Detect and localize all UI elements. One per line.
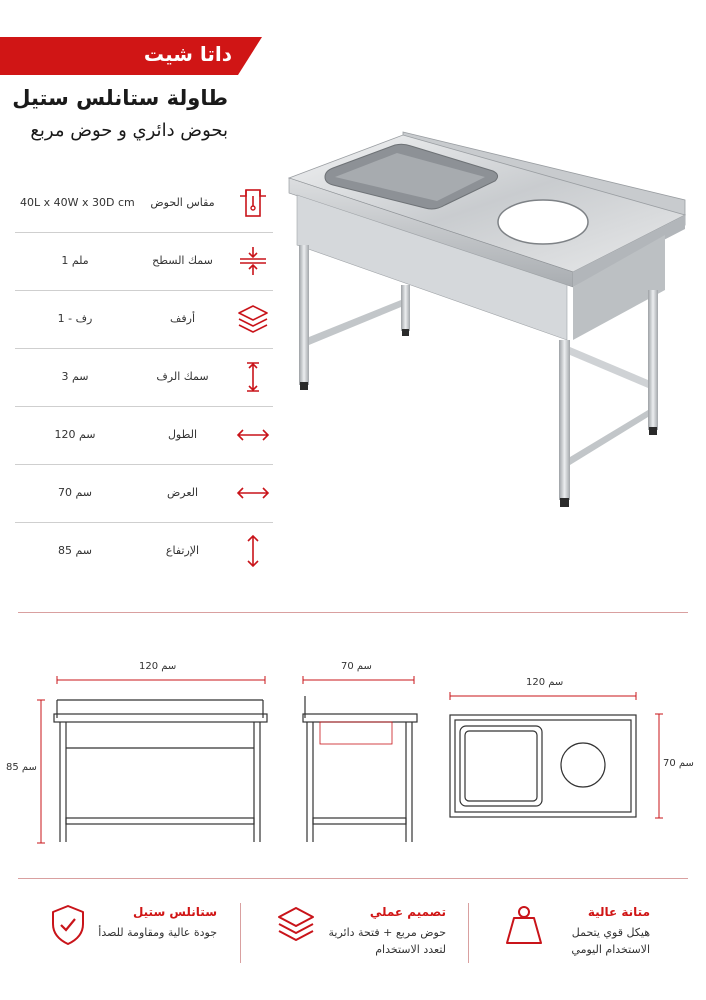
spec-label: أرفف [169, 312, 195, 325]
spec-row [15, 348, 273, 406]
horizontal-arrow-icon [236, 476, 270, 510]
product-image [285, 105, 690, 515]
feature-title: متانة عالية [587, 905, 650, 919]
spec-label: سمك الرف [156, 370, 209, 383]
feature-separator [240, 903, 241, 963]
feature-separator [468, 903, 469, 963]
thickness-icon [236, 244, 270, 278]
spec-value: 120 سم [54, 428, 96, 441]
page-title: طاولة ستانلس ستيل [12, 86, 228, 110]
layers-icon [236, 302, 270, 336]
vertical-arrow-icon [236, 534, 270, 568]
spec-row [15, 290, 273, 348]
weight-icon [504, 904, 544, 946]
horizontal-arrow-icon [236, 418, 270, 452]
feature-desc-line: جودة عالية ومقاومة للصدأ [98, 926, 217, 939]
layers-icon [276, 905, 316, 945]
spec-value: 70 سم [57, 486, 93, 499]
vertical-arrow-icon [236, 360, 270, 394]
feature-design [326, 900, 446, 970]
feature-stainless [95, 900, 217, 970]
feature-desc-line: هيكل قوي يتحمل [571, 926, 650, 939]
spec-row [15, 406, 273, 464]
spec-row [15, 522, 273, 580]
feature-desc-line: لتعدد الاستخدام [375, 943, 446, 956]
feature-durability [560, 900, 650, 970]
spec-value: 85 سم [57, 544, 93, 557]
spec-row [15, 464, 273, 522]
feature-desc [98, 924, 217, 941]
spec-label: الإرتفاع [165, 544, 200, 557]
feature-title: ستانلس ستيل [132, 905, 217, 919]
front-height-label: 85 سم [6, 762, 37, 773]
spec-label: سمك السطح [152, 254, 213, 267]
side-width-label: 70 سم [341, 661, 372, 672]
front-width-label: 120 سم [139, 661, 177, 672]
spec-label: العرض [166, 486, 199, 499]
spec-row [15, 174, 273, 232]
feature-desc [571, 924, 650, 958]
sink-size-icon [236, 186, 270, 220]
technical-drawings [0, 660, 706, 860]
banner-text: داتا شيت [143, 42, 232, 66]
feature-desc [329, 924, 446, 958]
section-divider [18, 878, 688, 879]
spec-value: 40L x 40W x 30D cm [20, 196, 135, 209]
top-depth-label: 70 سم [663, 758, 694, 769]
shield-check-icon [50, 904, 86, 946]
spec-row [15, 232, 273, 290]
spec-label: الطول [167, 428, 198, 441]
page-subtitle: بحوض دائري و حوض مربع [30, 120, 228, 141]
spec-value: 3 سم [61, 370, 89, 383]
spec-label: مقاس الحوض [150, 196, 215, 209]
top-width-label: 120 سم [526, 677, 564, 688]
header-banner [0, 37, 262, 75]
feature-desc-line: الاستخدام اليومي [571, 943, 650, 956]
spec-value: 1 - رف [57, 312, 93, 325]
section-divider [18, 612, 688, 613]
feature-title: تصميم عملي [369, 905, 446, 919]
feature-desc-line: حوض مربع + فتحة دائرية [328, 926, 446, 939]
spec-value: 1 ملم [61, 254, 89, 267]
